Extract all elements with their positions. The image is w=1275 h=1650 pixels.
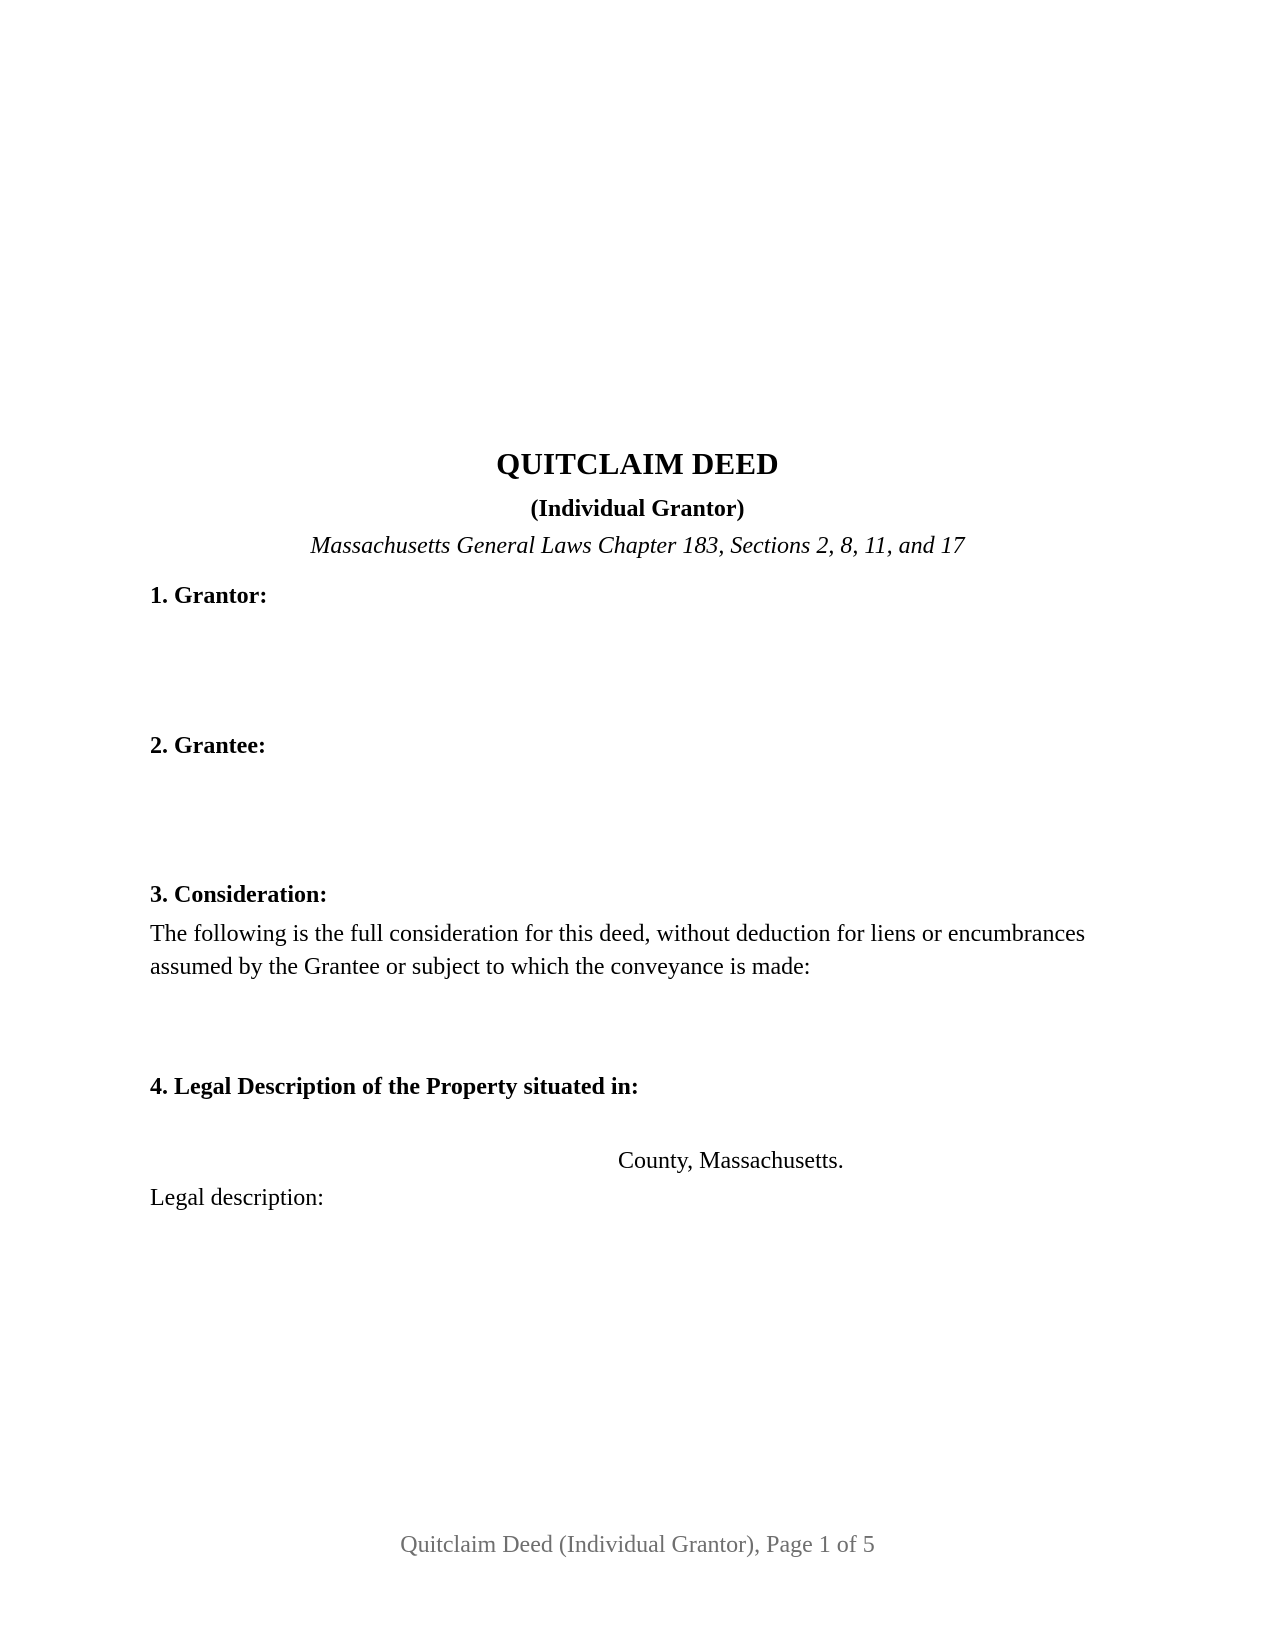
page-footer: Quitclaim Deed (Individual Grantor), Page 1 of 5 [400, 1532, 875, 1558]
document-subtitle: (Individual Grantor) [530, 496, 745, 522]
consideration-text: The following is the full consideration for this deed, without deduction for liens or encumbrances assumed by the Grantee or subject to which the conveyance is made: [150, 921, 1086, 980]
consideration-heading: 3. Consideration: [150, 882, 328, 908]
grantor-heading: 1. Grantor: [150, 583, 268, 609]
legal-description-label: Legal description: [150, 1185, 324, 1211]
statute-reference: Massachusetts General Laws Chapter 183, Sections 2, 8, 11, and 17 [310, 533, 965, 559]
document-title: QUITCLAIM DEED [496, 446, 779, 481]
grantee-heading: 2. Grantee: [150, 733, 266, 759]
county-text: County, Massachusetts. [618, 1148, 844, 1174]
legal-description-heading: 4. Legal Description of the Property situated in: [150, 1074, 639, 1100]
